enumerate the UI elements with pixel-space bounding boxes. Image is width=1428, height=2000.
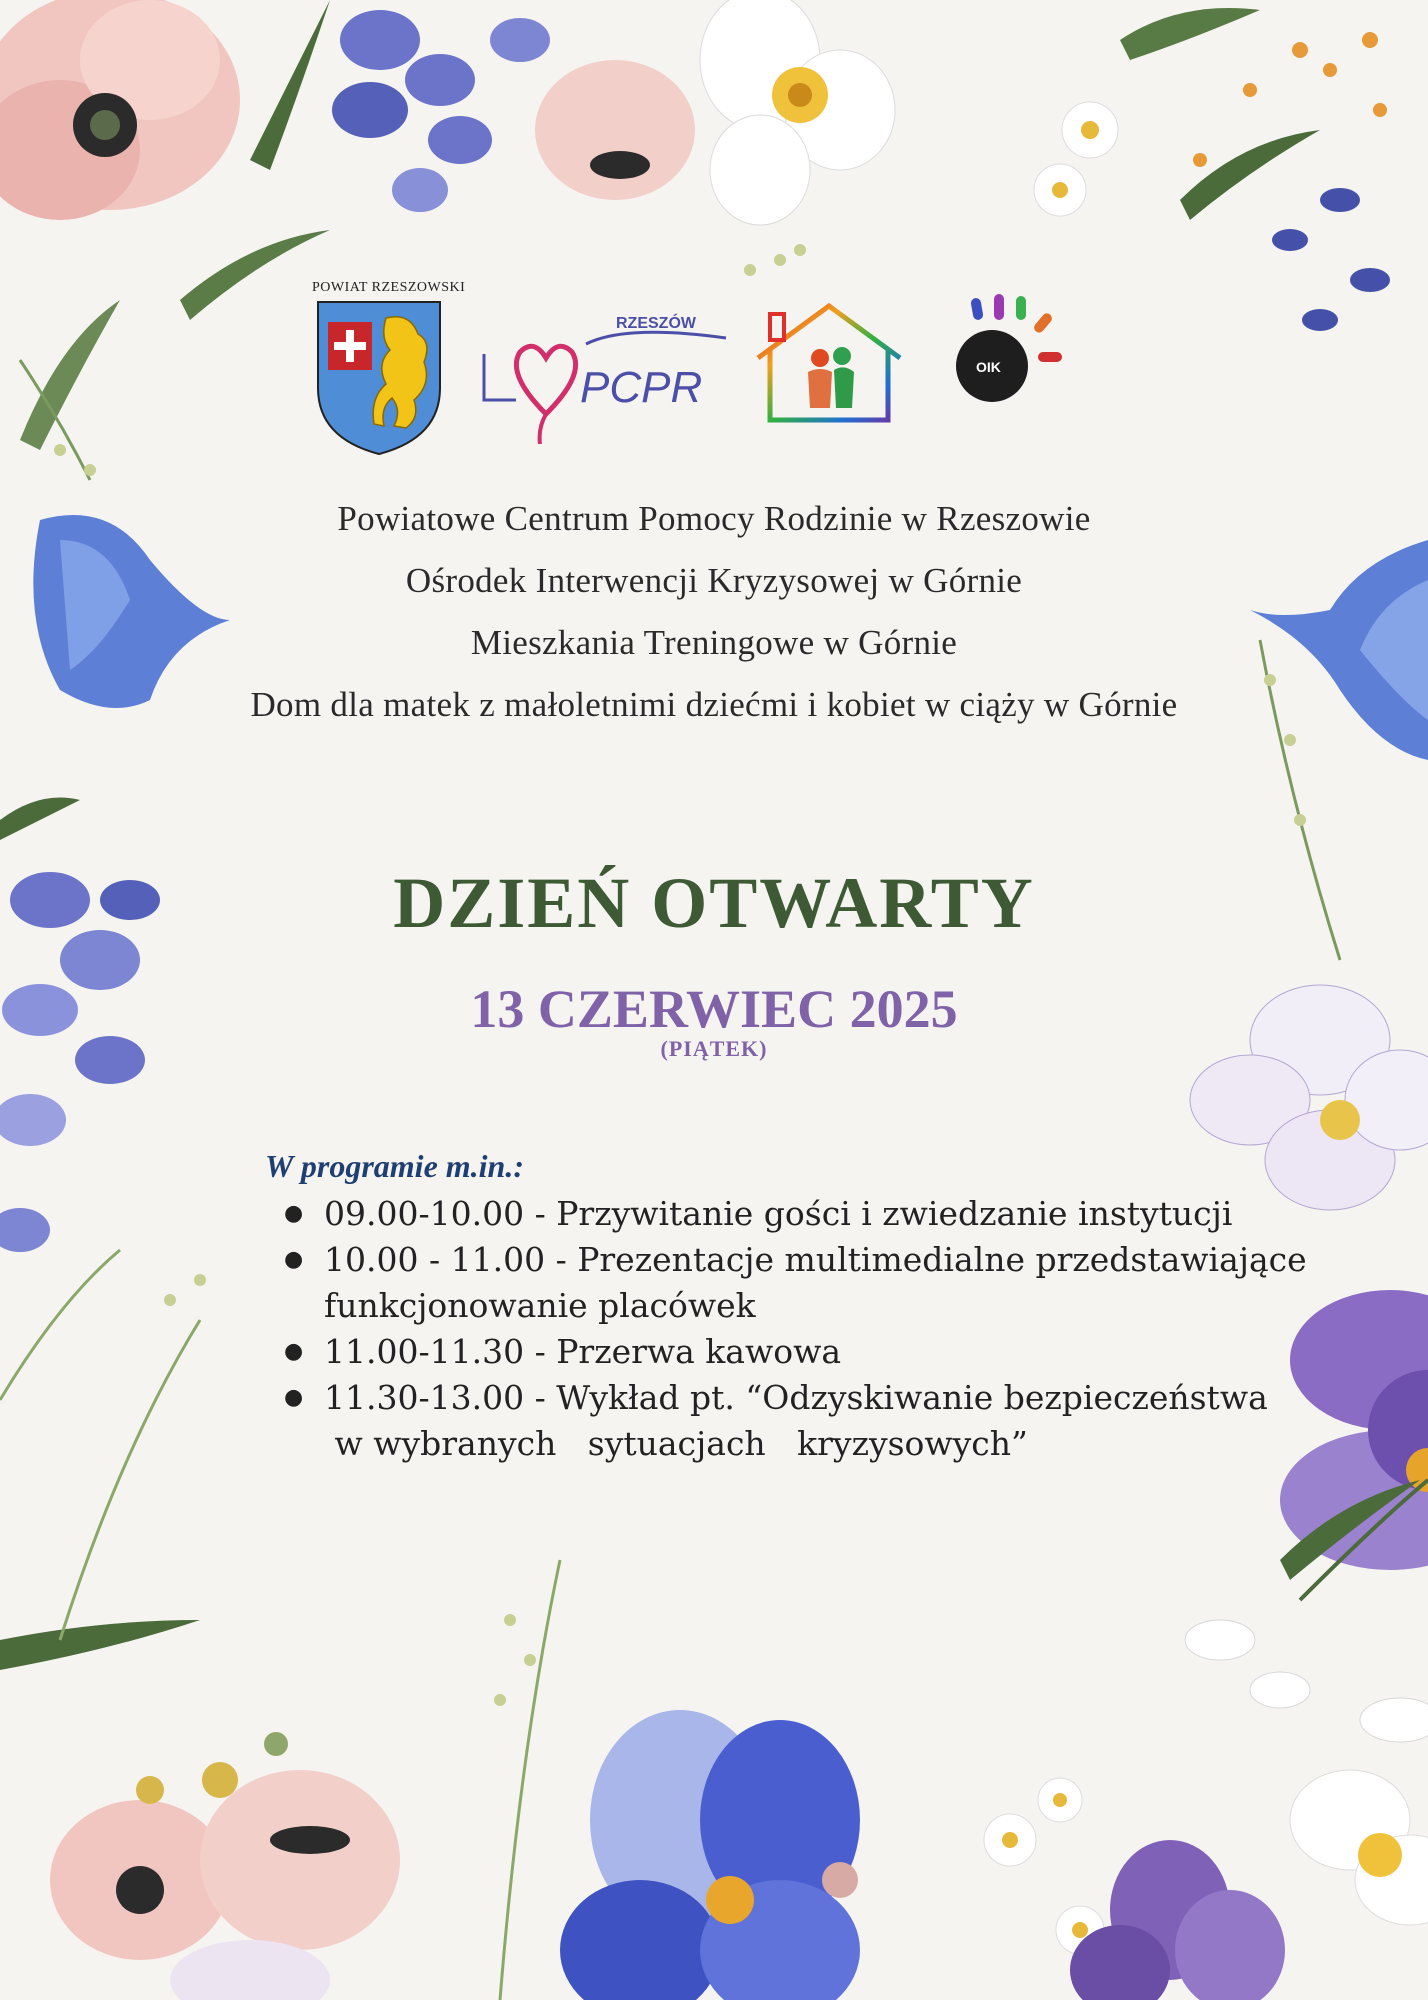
leaf-left xyxy=(0,1620,200,1670)
program-list xyxy=(262,1191,1312,1467)
poppy-flowers-bottom-left xyxy=(50,1770,400,2000)
event-date: 13 CZERWIEC 2025 xyxy=(470,979,958,1039)
leaf-left xyxy=(0,798,80,841)
daisy-flowers-top-right xyxy=(1034,102,1118,216)
snowdrop-flowers-right xyxy=(1185,1620,1428,1742)
organizations-list xyxy=(0,488,1428,736)
event-title: DZIEŃ OTWARTY xyxy=(393,863,1035,943)
oik-handprint-logo xyxy=(950,294,1070,414)
leaf-top-right xyxy=(1180,130,1320,220)
hyacinth-flowers-top xyxy=(332,10,550,212)
bullet-icon: ● xyxy=(284,1339,304,1364)
leaf-top xyxy=(250,0,330,170)
bullet-icon: ● xyxy=(284,1201,304,1226)
program-item xyxy=(262,1237,1312,1329)
pcpr-logo-top-text: RZESZÓW xyxy=(616,315,696,332)
program-item xyxy=(262,1191,1312,1237)
program-item xyxy=(262,1329,1312,1375)
stem-bottom xyxy=(60,1320,200,1640)
program-item-line: 11.30-13.00 - Wykład pt. “Odzyskiwanie bezpieczeństwa xyxy=(324,1378,1268,1417)
organization-name: Dom dla matek z małoletnimi dziećmi i kobiet w ciąży w Górnie xyxy=(250,685,1178,724)
house-family-logo xyxy=(746,300,912,428)
logos-row xyxy=(0,270,1428,470)
bullet-icon: ● xyxy=(284,1385,304,1410)
pcpr-logo xyxy=(476,304,736,444)
program-section xyxy=(262,1148,1312,1467)
oik-logo-text: OIK xyxy=(976,359,1001,375)
program-item-line: 11.00-11.30 - Przerwa kawowa xyxy=(324,1332,842,1371)
stem-bottom xyxy=(500,1560,560,2000)
event-weekday: (PIĄTEK) xyxy=(660,1036,768,1061)
daisy-flowers-bottom xyxy=(984,1778,1104,1954)
coat-of-arms-caption: POWIAT RZESZOWSKI xyxy=(312,280,466,295)
organization-name: Mieszkania Treningowe w Górnie xyxy=(470,623,958,662)
crocus-flower-bottom-center xyxy=(560,1710,860,2000)
poppy-flower-top-center xyxy=(535,60,695,200)
organization-name: Powiatowe Centrum Pomocy Rodzinie w Rzeszowie xyxy=(337,499,1091,538)
daffodil-flower-top xyxy=(700,0,895,225)
program-item-line-continued: w wybranych sytuacjach kryzysowych” xyxy=(324,1424,1028,1463)
program-heading: W programie m.in.: xyxy=(265,1148,524,1184)
program-item-line: 09.00-10.00 - Przywitanie gości i zwiedzanie instytucji xyxy=(324,1194,1233,1233)
program-item xyxy=(262,1375,1312,1467)
bullet-icon: ● xyxy=(284,1247,304,1272)
stem-left xyxy=(0,1250,120,1400)
poppy-flower-top-left xyxy=(0,0,240,220)
program-item-line: 10.00 - 11.00 - Prezentacje multimedialne przedstawiające xyxy=(324,1240,1307,1279)
daffodil-flower-bottom-right xyxy=(1290,1770,1428,1925)
organization-name: Ośrodek Interwencji Kryzysowej w Górnie xyxy=(405,561,1023,600)
program-item-line-continued: funkcjonowanie placówek xyxy=(324,1286,756,1325)
coat-of-arms-logo xyxy=(314,298,444,458)
leaf-top-right xyxy=(1120,8,1260,60)
pcpr-logo-text: PCPR xyxy=(580,363,703,412)
